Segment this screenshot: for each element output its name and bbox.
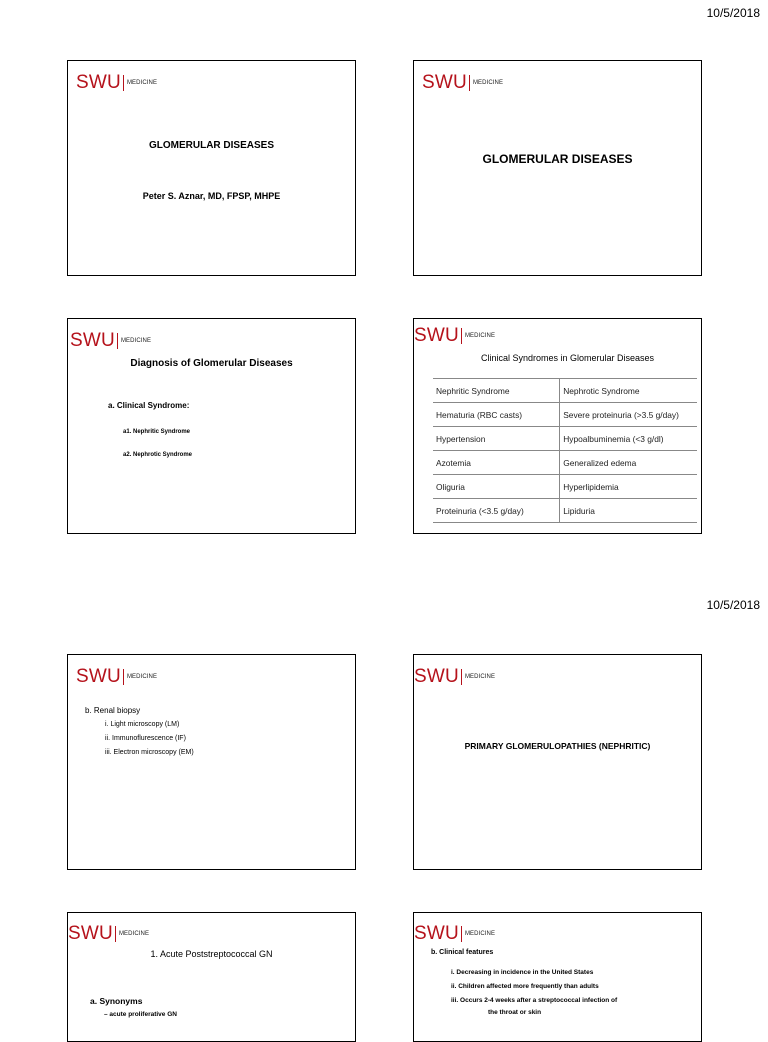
logo-text: SWU [414, 325, 459, 346]
logo-subtext: MEDICINE [472, 79, 504, 86]
slide-title: GLOMERULAR DISEASES [482, 152, 633, 166]
logo-subtext: MEDICINE [464, 332, 496, 339]
table-row [433, 403, 697, 427]
biopsy-item: iii. Electron microscopy (EM) [105, 749, 194, 756]
feature-item: i. Decreasing in incidence in the United States [451, 969, 594, 976]
table-row [433, 379, 697, 403]
slide-6 [413, 654, 702, 870]
logo-subtext: MEDICINE [126, 673, 158, 680]
swu-logo [70, 331, 151, 350]
nephrotic-cell: Hyperlipidemia [560, 475, 697, 499]
nephrotic-cell: Nephrotic Syndrome [560, 379, 697, 403]
biopsy-item: ii. Immunoflurescence (IF) [105, 735, 186, 742]
swu-logo [414, 924, 495, 943]
logo-subtext: MEDICINE [120, 337, 152, 344]
nephritic-cell: Proteinuria (<3.5 g/day) [433, 499, 560, 523]
biopsy-item: i. Light microscopy (LM) [105, 721, 180, 728]
nephritic-syndrome-item: a1. Nephritic Syndrome [123, 429, 191, 435]
logo-text: SWU [70, 330, 115, 351]
slide-1 [67, 60, 356, 276]
logo-text: SWU [68, 923, 113, 944]
swu-logo [76, 73, 157, 92]
nephritic-cell: Hypertension [433, 427, 560, 451]
synonym-entry: – acute proliferative GN [104, 1011, 177, 1018]
logo-text: SWU [422, 72, 467, 93]
nephritic-cell: Azotemia [433, 451, 560, 475]
date-top: 10/5/2018 [706, 6, 760, 20]
syndromes-table [433, 378, 697, 523]
nephrotic-syndrome-item: a2. Nephrotic Syndrome [123, 452, 193, 458]
logo-text: SWU [414, 923, 459, 944]
nephritic-cell: Oliguria [433, 475, 560, 499]
table-row [433, 427, 697, 451]
feature-item: iii. Occurs 2-4 weeks after a streptococcal infection of [451, 997, 618, 1004]
slide-title: Diagnosis of Glomerular Diseases [130, 358, 293, 369]
slide-author: Peter S. Aznar, MD, FPSP, MHPE [142, 191, 281, 201]
logo-text: SWU [414, 666, 459, 687]
table-row [433, 499, 697, 523]
slide-title: 1. Acute Poststreptococcal GN [150, 949, 273, 959]
slide-2 [413, 60, 702, 276]
swu-logo [414, 667, 495, 686]
logo-text: SWU [76, 72, 121, 93]
logo-subtext: MEDICINE [464, 930, 496, 937]
slide-8 [413, 912, 702, 1042]
logo-text: SWU [76, 666, 121, 687]
nephrotic-cell: Severe proteinuria (>3.5 g/day) [560, 403, 697, 427]
slide-4 [413, 318, 702, 534]
swu-logo [68, 924, 149, 943]
swu-logo [414, 326, 495, 345]
nephritic-cell: Nephritic Syndrome [433, 379, 560, 403]
table-row [433, 475, 697, 499]
swu-logo [76, 667, 157, 686]
feature-item: the throat or skin [488, 1009, 542, 1016]
slide-3 [67, 318, 356, 534]
slide-5 [67, 654, 356, 870]
nephrotic-cell: Lipiduria [560, 499, 697, 523]
slide-title: Clinical Syndromes in Glomerular Diseases [480, 353, 655, 363]
feature-item: ii. Children affected more frequently than adults [451, 983, 599, 990]
nephrotic-cell: Hypoalbuminemia (<3 g/dl) [560, 427, 697, 451]
logo-subtext: MEDICINE [118, 930, 150, 937]
synonyms-item: a. Synonyms [90, 996, 143, 1006]
nephrotic-cell: Generalized edema [560, 451, 697, 475]
slide-title: PRIMARY GLOMERULOPATHIES (NEPHRITIC) [464, 741, 651, 751]
logo-subtext: MEDICINE [126, 79, 158, 86]
swu-logo [422, 73, 503, 92]
date-middle: 10/5/2018 [706, 598, 760, 612]
slide-7 [67, 912, 356, 1042]
renal-biopsy-heading: b. Renal biopsy [85, 706, 141, 715]
table-row [433, 451, 697, 475]
clinical-features-heading: b. Clinical features [431, 949, 494, 956]
logo-subtext: MEDICINE [464, 673, 496, 680]
nephritic-cell: Hematuria (RBC casts) [433, 403, 560, 427]
clinical-syndrome-item: a. Clinical Syndrome: [108, 401, 190, 410]
slide-title: GLOMERULAR DISEASES [148, 140, 274, 151]
